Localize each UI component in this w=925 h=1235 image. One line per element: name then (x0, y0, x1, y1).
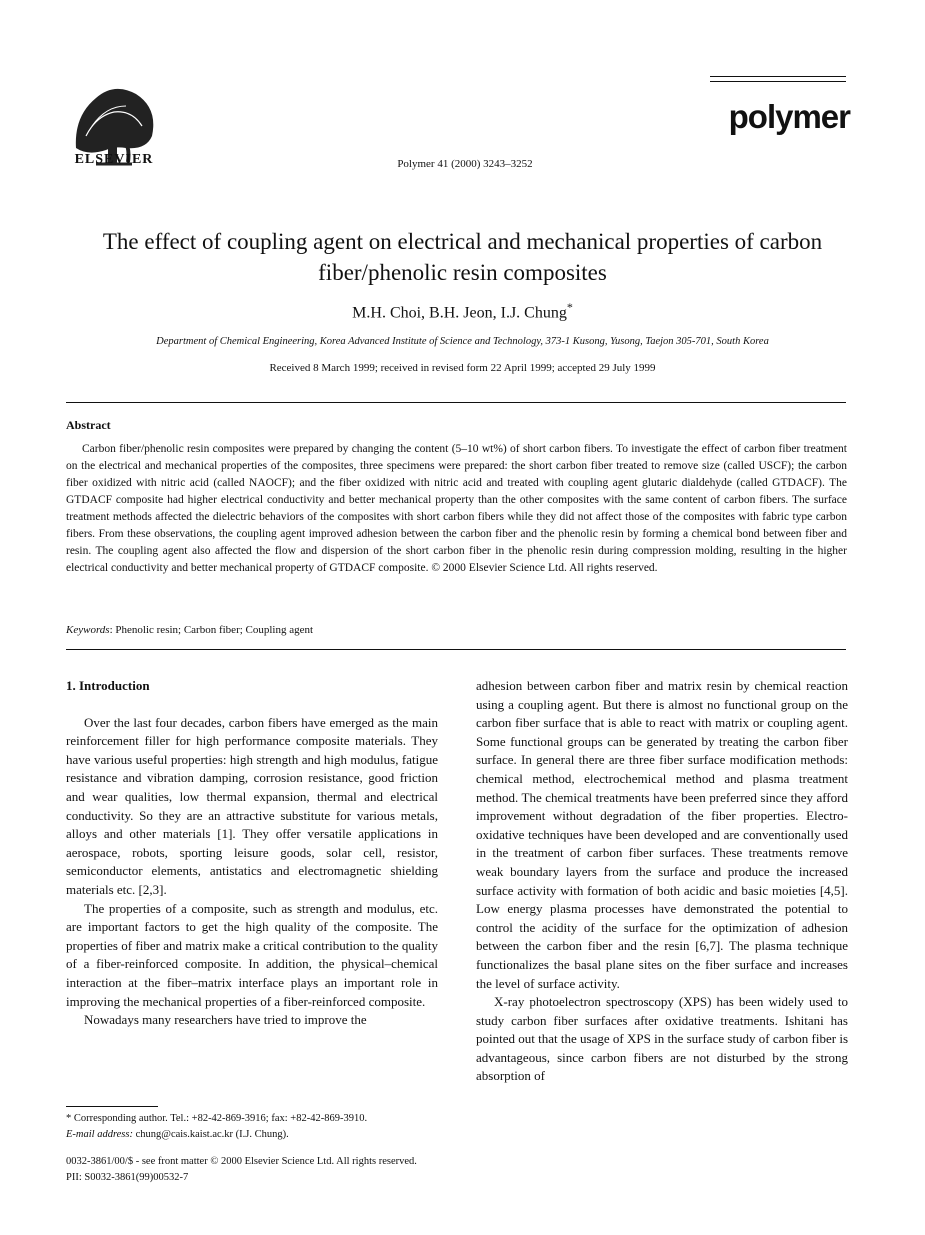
body-column-right (476, 677, 848, 1086)
header-rule (710, 81, 846, 82)
page-footer (66, 1154, 566, 1186)
footnote (66, 1111, 446, 1143)
article-title: The effect of coupling agent on electrical and mechanical properties of carbon fiber/phenolic resin composites (102, 229, 823, 285)
pii-line: PII: S0032-3861(99)00532-7 (66, 1172, 189, 1183)
copyright-line: 0032-3861/00/$ - see front matter © 2000 Elsevier Science Ltd. All rights reserved. (66, 1156, 417, 1167)
corresponding-mark: * (566, 300, 573, 314)
keywords-label: Keywords (66, 624, 110, 636)
keywords (66, 624, 313, 636)
paragraph: The properties of a composite, such as strength and modulus, etc. are important factors to get the high quality of the composite. The properties of fiber and matrix make a critical contribution to the quality of a fiber-reinforced composite. In addition, the physical–chemical interaction at the fiber–matrix interface plays an important role in improving the mechanical properties of a fiber-reinforced composite. (66, 900, 438, 1009)
email-address[interactable]: chung@cais.kaist.ac.kr (I.J. Chung). (132, 1129, 289, 1140)
divider (66, 649, 846, 650)
corresponding-author-note: * Corresponding author. Tel.: +82-42-869-3916; fax: +82-42-869-3910. (66, 1113, 368, 1124)
received-dates: Received 8 March 1999; received in revised form 22 April 1999; accepted 29 July 1999 (269, 362, 656, 374)
email-note (66, 1127, 446, 1143)
journal-citation: Polymer 41 (2000) 3243–3252 (397, 158, 533, 170)
section-heading: 1. Introduction (66, 678, 150, 693)
divider (66, 402, 846, 403)
publisher-name: ELSEVIER (74, 152, 154, 167)
footnote-rule (66, 1106, 158, 1107)
paragraph: adhesion between carbon fiber and matrix resin by chemical reaction using a coupling agent. But there is almost no functional group on the carbon fiber surface that is able to react with matrix or coupling agent. Some functional groups can be generated by treating the carbon fiber surface. In general there are three fiber surface modification methods: chemical method, electrochemical method and plasma treatment method. The chemical treatments have been preferred since they afford improvement without degradation of the fiber properties. Electro-oxidative techniques have been developed and are conventionally used in the treatment of carbon fiber surfaces. These treatments remove weak boundary layers from the surface and produce the increased surface activity with formation of both acidic and basic moieties [4,5]. Low energy plasma processes have demonstrated the potential to control the acidity of the surface for the optimization of adhesion between the carbon fiber and the resin [6,7]. The plasma technique functionalizes the basal plane sites on the fiber surface and increases the level of surface activity. (476, 678, 848, 991)
header-rule (710, 76, 846, 77)
abstract-text: Carbon fiber/phenolic resin composites were prepared by changing the content (5–10 wt%) of short carbon fibers. To investigate the effect of carbon fiber treatment on the electrical and mechanical properties of the composites, three specimens were prepared: the short carbon fiber treated to remove size (called USCF); the carbon fiber oxidized with nitric acid (called NAOCF); and the fiber oxidized with nitric acid and treated with coupling agent glutaric dialdehyde (called GTDACF). The GTDACF composite had higher electrical conductivity and better mechanical property than the other composites with the same content of carbon fibers. The surface treatment methods affected the dielectric behaviors of the composites with short carbon fibers while they did not affect those of the composites with fabric type carbon fibers. From these observations, the coupling agent improved adhesion between the carbon fiber and the phenolic resin by forming a chemical bond between fiber and resin. The coupling agent also affected the flow and dispersion of the short carbon fiber in the phenolic resin during compression molding, resulting in the higher electrical conductivity and better mechanical property of GTDACF composite. © 2000 Elsevier Science Ltd. All rights reserved. (66, 443, 847, 574)
author-list (40, 300, 885, 322)
paragraph: Nowadays many researchers have tried to improve the (84, 1012, 367, 1028)
paragraph: X-ray photoelectron spectroscopy (XPS) has been widely used to study carbon fiber surfaces after oxidative treatments. Ishitani has pointed out that the usage of XPS in the surface study of carbon fiber is advantageous, since carbon fibers are not disturbed by the strong absorption of (476, 994, 848, 1084)
authors-text: M.H. Choi, B.H. Jeon, I.J. Chung (352, 304, 567, 322)
affiliation: Department of Chemical Engineering, Korea Advanced Institute of Science and Technology, 373-1 Kusong, Yusong, Taejon 305-701, South Korea (156, 336, 769, 347)
body-column-left (66, 677, 438, 1030)
paragraph: Over the last four decades, carbon fibers have emerged as the main reinforcement filler for high performance composite materials. They have various useful properties: high strength and high modulus, fatigue resistance and vibration damping, corrosion resistance, good friction and wear qualities, low thermal expansion, thermal and electrical conductivity. So they are an attractive substitute for various metals, alloys and other materials [1]. They offer versatile applications in aerospace, robots, sporting leisure goods, solar cell, resistor, semiconductor elements, antistatics and electromagnetic shielding materials etc. [2,3]. (66, 714, 438, 897)
email-label: E-mail address: (66, 1129, 133, 1140)
journal-brand: polymer (728, 98, 850, 135)
keywords-list: : Phenolic resin; Carbon fiber; Coupling agent (109, 624, 314, 636)
abstract-heading: Abstract (66, 418, 111, 432)
